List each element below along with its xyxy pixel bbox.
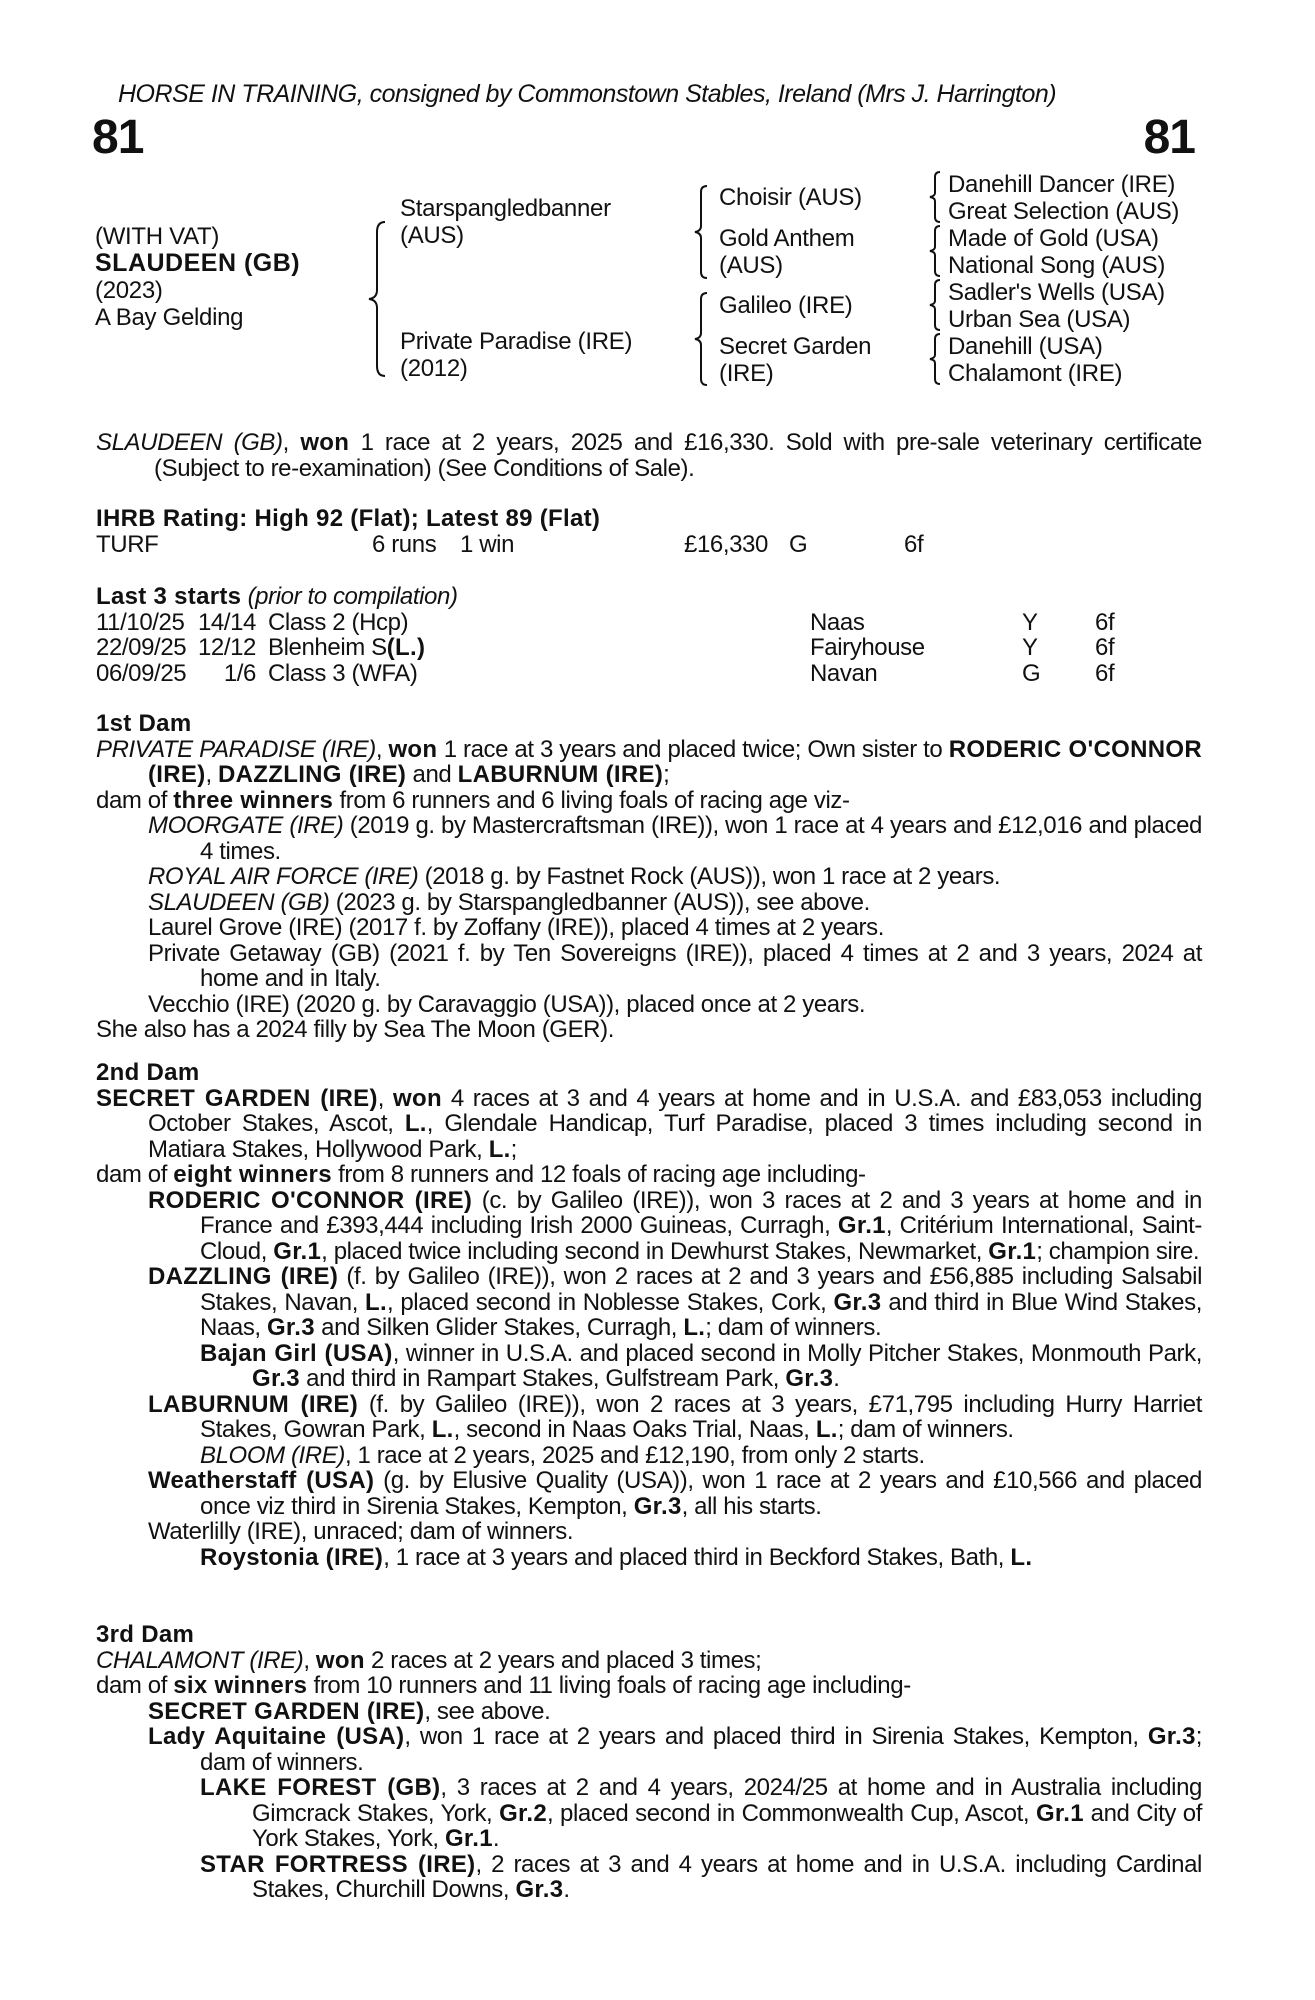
start-going: Y (1022, 608, 1038, 636)
pedigree-sire (400, 195, 611, 249)
third-dam-intro: CHALAMONT (IRE), won 2 races at 2 years and placed 3 times; (96, 1646, 762, 1674)
produce-item (96, 813, 1202, 864)
produce-details: (2018 g. by Fastnet Rock (AUS)), won 1 race at 2 years. (418, 863, 1001, 890)
first-dam-footer: She also has a 2024 filly by Sea The Moon (GER). (96, 1016, 614, 1043)
third-dam-section (96, 1622, 1202, 1903)
first-dam-section (96, 711, 1202, 1043)
produce-details: (2019 g. by Mastercraftsman (IRE)), won 1 race at 4 years and £12,016 and placed 4 times. (200, 812, 1202, 865)
start-position: 14/14 (197, 608, 256, 636)
summary (96, 430, 1202, 481)
start-race-cell (256, 661, 810, 687)
pedigree-gen3-item: Sadler's Wells (USA) (948, 279, 1165, 306)
pedigree-gen3 (948, 171, 1179, 387)
pedigree-gen3-item: Danehill Dancer (IRE) (948, 171, 1176, 198)
start-race-cell (256, 635, 810, 661)
produce-roystonia: Roystonia (IRE), 1 race at 3 years and placed third in Beckford Stakes, Bath, L. (200, 1543, 1033, 1571)
pedigree-brace-g3-3 (928, 332, 942, 386)
produce-name: Vecchio (IRE) (148, 990, 290, 1018)
produce-item (96, 992, 1202, 1018)
pedigree-gen3-item: Great Selection (AUS) (948, 198, 1180, 225)
pedigree-gen3-item: Urban Sea (USA) (948, 306, 1131, 333)
produce-weatherstaff: Weatherstaff (USA) (g. by Elusive Quality (USA)), won 1 race at 2 years and £10,566 and placed once viz third in Sirenia Stakes, Kempton, Gr.3, all his starts. (148, 1467, 1202, 1520)
start-course: Navan (810, 659, 878, 687)
pedigree-brace-g3-2 (928, 278, 942, 332)
produce-secret-garden: SECRET GARDEN (IRE), see above. (148, 1697, 551, 1725)
vat-label: (WITH VAT) (95, 223, 220, 250)
pedigree-gen3-item: National Song (AUS) (948, 252, 1166, 279)
produce-item (96, 941, 1202, 992)
produce-roderic: RODERIC O'CONNOR (IRE) (c. by Galileo (IRE)), won 3 races at 2 and 3 years at home and in France and £393,444 including Irish 2000 Guineas, Curragh, Gr.1, Critérium International, Saint-Cloud, Gr.1, placed twice including second in Dewhurst Stakes, Newmarket, Gr.1; champion sire. (148, 1186, 1203, 1265)
start-position: 1/6 (223, 659, 256, 687)
lot-number-right: 81 (1143, 111, 1195, 164)
start-distance: 6f (1095, 659, 1115, 687)
start-race-cell (256, 610, 810, 636)
last-starts-heading: Last 3 starts (96, 583, 242, 610)
start-date: 06/09/25 (96, 659, 187, 687)
start-distance: 6f (1095, 634, 1115, 661)
summary-paragraph: SLAUDEEN (GB), won 1 race at 2 years, 2025 and £16,330. Sold with pre-sale veterinary certificate (Subject to re-examination) (See Conditions of Sale). (96, 429, 1202, 482)
horse-year: (2023) (95, 277, 163, 304)
start-going: Y (1022, 634, 1038, 661)
start-race: Class 2 (Hcp) (268, 608, 409, 636)
horse-name: SLAUDEEN (GB) (95, 249, 301, 277)
last-starts-section: Last 3 starts (prior to compilation) 11/10/25 14/14 Class 2 (Hcp) Naas Y 6f 22/09/25 12/12 Blenheim S(L.) Fairyhouse Y 6f 06/09/25 1/6 Class 3 (WFA) Navan G 6f (96, 584, 1202, 686)
produce-item (96, 864, 1202, 890)
produce-name: Laurel Grove (IRE) (148, 914, 343, 941)
sire-name: Starspangledbanner (400, 195, 611, 222)
produce-name: ROYAL AIR FORCE (IRE) (148, 863, 419, 890)
third-dam-produce-line: dam of six winners from 10 runners and 11 living foals of racing age including- (96, 1672, 911, 1699)
produce-details: (2021 f. by Ten Sovereigns (IRE)), placed 4 times at 2 and 3 years, 2024 at home and in Italy. (200, 939, 1203, 992)
first-dam-produce-line: dam of three winners from 6 runners and 6 living foals of racing age viz- (96, 786, 850, 814)
second-dam-heading: 2nd Dam (96, 1059, 200, 1086)
pedigree-gen2-0: Choisir (AUS) (719, 184, 862, 211)
produce-details: (2020 g. by Caravaggio (USA)), placed once at 2 years. (289, 990, 866, 1018)
start-date: 11/10/25 (96, 608, 185, 636)
rating-section (96, 506, 1202, 557)
pedigree-gen2-1: Gold Anthem (AUS) (719, 225, 855, 279)
second-dam-produce-line: dam of eight winners from 8 runners and 12 foals of racing age including- (96, 1161, 866, 1188)
produce-laburnum: LABURNUM (IRE) (f. by Galileo (IRE)), won 2 races at 3 years, £71,795 including Hurry Harriet Stakes, Gowran Park, L., second in Naas Oaks Trial, Naas, L.; dam of winners. (148, 1390, 1202, 1443)
pedigree-gen2-3: Secret Garden (IRE) (719, 333, 872, 387)
pedigree-horse (95, 223, 300, 331)
horse-description: A Bay Gelding (95, 304, 244, 331)
produce-details: (2017 f. by Zoffany (IRE)), placed 4 times at 2 years. (342, 914, 885, 941)
start-course: Fairyhouse (810, 634, 925, 661)
third-dam-heading: 3rd Dam (96, 1621, 195, 1648)
produce-bajan-girl: Bajan Girl (USA), winner in U.S.A. and placed second in Molly Pitcher Stakes, Monmouth Park, Gr.3 and third in Rampart Stakes, Gulfstream Park, Gr.3. (200, 1339, 1202, 1392)
last-start-row (96, 635, 1202, 661)
sire-country: (AUS) (400, 222, 464, 249)
start-distance: 6f (1095, 608, 1115, 636)
second-dam-intro: SECRET GARDEN (IRE), won 4 races at 3 and 4 years at home and in U.S.A. and £83,053 including October Stakes, Ascot, L., Glendale Handicap, Turf Paradise, placed 3 times including second in Matiara Stakes, Hollywood Park, L.; (96, 1084, 1202, 1163)
start-race: Blenheim S (268, 634, 387, 661)
start-race: Class 3 (WFA) (268, 659, 418, 687)
lot-number-left: 81 (92, 111, 144, 164)
pedigree-gen3-item: Danehill (USA) (948, 333, 1103, 360)
start-date: 22/09/25 (96, 634, 187, 661)
start-grade: (L.) (386, 634, 426, 661)
rating-heading: IHRB Rating: High 92 (Flat); Latest 89 (Flat) (96, 505, 601, 532)
pedigree-brace-main (365, 220, 389, 378)
second-dam-section (96, 1060, 1202, 1570)
last-start-row (96, 610, 1202, 636)
produce-lake-forest: LAKE FOREST (GB), 3 races at 2 and 4 years, 2024/25 at home and in Australia including Gimcrack Stakes, York, Gr.2, placed second in Commonwealth Cup, Ascot, Gr.1 and City of York Stakes, York, Gr.1. (200, 1774, 1202, 1852)
consignor-header: HORSE IN TRAINING, consigned by Commonstown Stables, Ireland (Mrs J. Harrington) (118, 80, 1057, 108)
start-going: G (1022, 659, 1041, 687)
pedigree-gen2-2: Galileo (IRE) (719, 292, 853, 319)
produce-dazzling: DAZZLING (IRE) (f. by Galileo (IRE)), won 2 races at 2 and 3 years and £56,885 including Salsabil Stakes, Navan, L., placed second in Noblesse Stakes, Cork, Gr.3 and third in Blue Wind Stakes, Naas, Gr.3 and Silken Glider Stakes, Curragh, L.; dam of winners. (148, 1263, 1202, 1341)
produce-star-fortress: STAR FORTRESS (IRE), 2 races at 3 and 4 years at home and in U.S.A. including Cardinal Stakes, Churchill Downs, Gr.3. (200, 1850, 1202, 1903)
dam-name: Private Paradise (IRE) (400, 328, 633, 355)
pedigree-brace-g3-1 (928, 224, 942, 278)
produce-details: (2023 g. by Starspangledbanner (AUS)), see above. (329, 888, 870, 916)
pedigree-gen3-item: Made of Gold (USA) (948, 225, 1159, 252)
rating-row: TURF 6 runs 1 win £16,330 G 6f (96, 530, 924, 558)
start-course: Naas (810, 608, 865, 636)
produce-lady-aquitaine: Lady Aquitaine (USA), won 1 race at 2 years and placed third in Sirenia Stakes, Kempton, Gr.3; dam of winners. (148, 1723, 1203, 1776)
pedigree-gen3-item: Chalamont (IRE) (948, 360, 1123, 387)
first-dam-heading: 1st Dam (96, 710, 192, 737)
pedigree-brace-sire (693, 184, 709, 280)
produce-name: MOORGATE (IRE) (148, 812, 344, 839)
pedigree-brace-dam (693, 291, 709, 387)
last-start-row (96, 661, 1202, 687)
pedigree-brace-g3-0 (928, 170, 942, 224)
produce-item (96, 890, 1202, 916)
pedigree-dam (400, 328, 632, 382)
produce-name: SLAUDEEN (GB) (148, 888, 330, 916)
produce-name: Private Getaway (GB) (148, 939, 380, 967)
first-dam-intro: PRIVATE PARADISE (IRE), won 1 race at 3 years and placed twice; Own sister to RODERIC O'CONNOR (IRE), DAZZLING (IRE) and LABURNUM (IRE); (96, 735, 1202, 788)
dam-year: (2012) (400, 355, 468, 382)
produce-bloom: BLOOM (IRE), 1 race at 2 years, 2025 and £12,190, from only 2 starts. (200, 1441, 925, 1469)
start-position: 12/12 (197, 634, 256, 661)
produce-item (96, 915, 1202, 941)
produce-waterlilly: Waterlilly (IRE), unraced; dam of winners. (148, 1518, 574, 1545)
